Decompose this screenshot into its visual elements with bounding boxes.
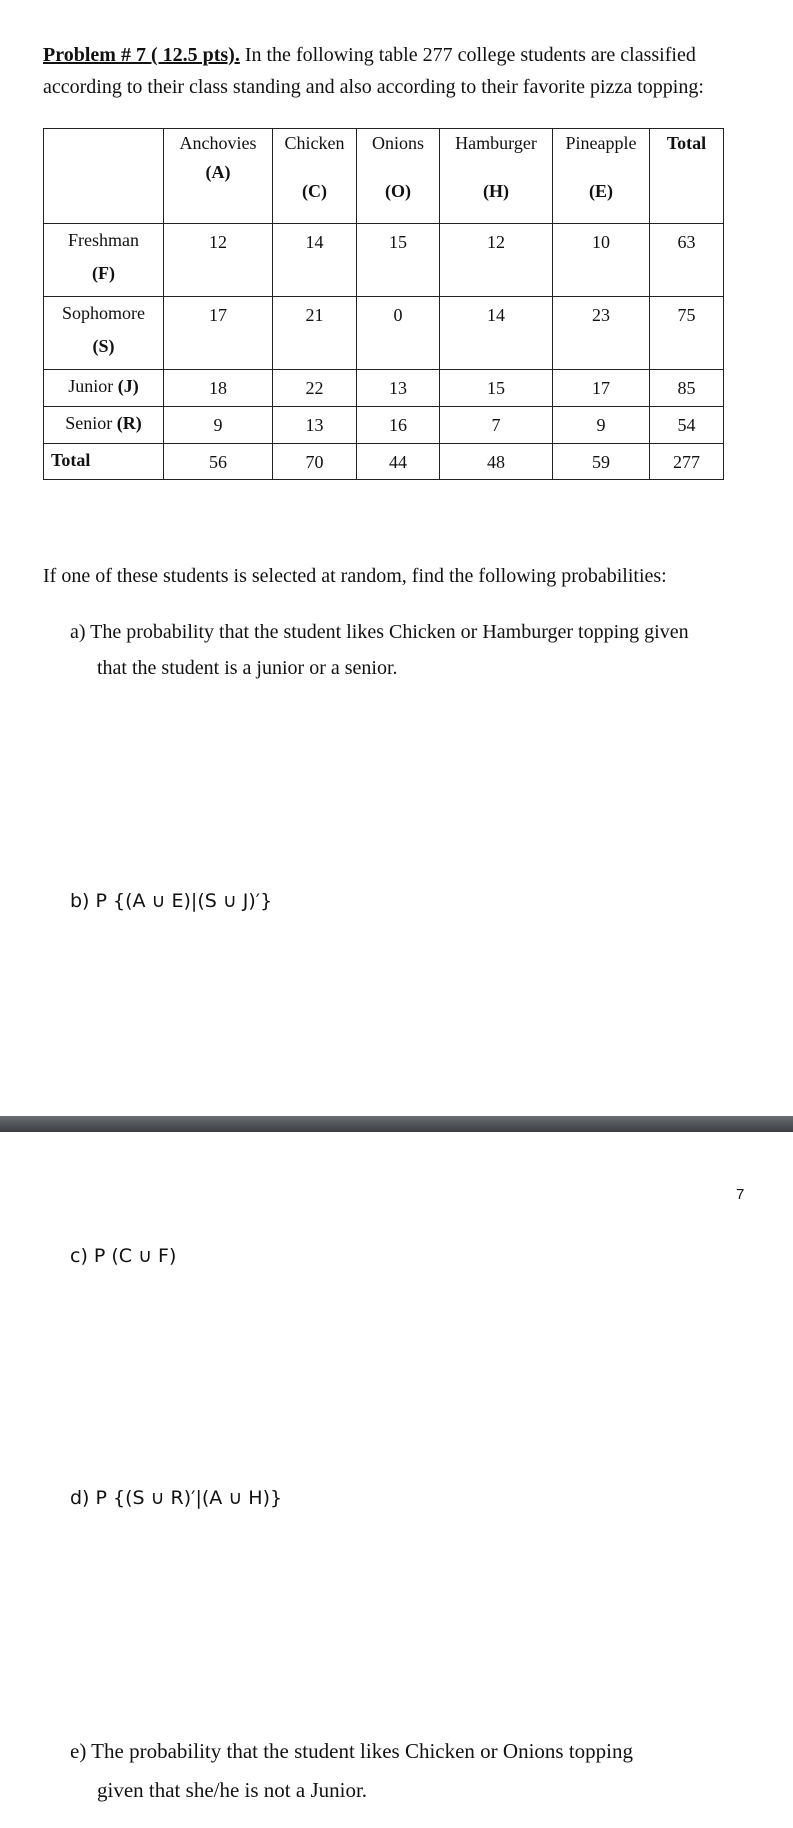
col-symbol: (H) xyxy=(483,181,509,201)
question-e-line1: e) The probability that the student likes Chicken or Onions topping xyxy=(70,1739,634,1763)
table-cell xyxy=(553,224,650,297)
row-symbol: (R) xyxy=(116,413,142,433)
cell-value: 18 xyxy=(209,378,227,398)
cell-value: 0 xyxy=(393,305,403,325)
table-cell xyxy=(273,297,357,370)
col-header-chicken xyxy=(273,129,357,224)
contingency-table xyxy=(43,128,724,480)
cell-value: 15 xyxy=(487,378,505,398)
cell-value: 70 xyxy=(305,452,324,472)
table-cell xyxy=(273,370,357,407)
instruction-text: If one of these students is selected at random, find the following probabilities: xyxy=(43,565,667,587)
cell-value: 23 xyxy=(592,305,610,325)
cell-value: 21 xyxy=(305,305,324,325)
cell-value: 17 xyxy=(592,378,610,398)
question-e-line2: given that she/he is not a Junior. xyxy=(97,1778,368,1802)
table-cell xyxy=(357,444,440,480)
question-a-line1: a) The probability that the student likes Chicken or Hamburger topping given xyxy=(70,621,689,643)
table-cell xyxy=(440,444,553,480)
row-label xyxy=(44,224,164,297)
table-cell-total xyxy=(650,224,724,297)
table-cell xyxy=(357,370,440,407)
row-name: Sophomore xyxy=(62,303,145,323)
table-cell xyxy=(273,407,357,444)
page-number: 7 xyxy=(736,1186,745,1203)
cell-value: 17 xyxy=(209,305,227,325)
cell-value: 9 xyxy=(213,415,223,435)
table-cell xyxy=(553,444,650,480)
table-header-row xyxy=(44,129,724,224)
cell-value: 59 xyxy=(592,452,610,472)
col-header-hamburger xyxy=(440,129,553,224)
col-header-anchovies xyxy=(164,129,273,224)
cell-value: 85 xyxy=(677,378,696,398)
table-cell xyxy=(273,224,357,297)
table-cell xyxy=(164,370,273,407)
cell-value: 14 xyxy=(487,305,505,325)
cell-value: 44 xyxy=(389,452,407,472)
col-name: Hamburger xyxy=(455,133,537,153)
row-symbol: (J) xyxy=(117,376,139,396)
col-name: Total xyxy=(666,133,707,153)
cell-value: 16 xyxy=(389,415,407,435)
table-cell xyxy=(440,407,553,444)
row-symbol: (S) xyxy=(92,336,115,356)
table-row-freshman xyxy=(44,224,724,297)
cell-value: 63 xyxy=(677,232,696,252)
cell-value: 12 xyxy=(487,232,505,252)
cell-value: 9 xyxy=(596,415,606,435)
col-header-total xyxy=(650,129,724,224)
row-label xyxy=(44,444,164,480)
page-divider xyxy=(0,1116,793,1132)
table-cell xyxy=(440,224,553,297)
cell-value: 48 xyxy=(487,452,505,472)
table-row-junior xyxy=(44,370,724,407)
table-cell-total xyxy=(650,444,724,480)
cell-value: 7 xyxy=(491,415,501,435)
col-header-onions xyxy=(357,129,440,224)
cell-value: 13 xyxy=(305,415,324,435)
col-symbol: (E) xyxy=(589,181,613,201)
table-cell xyxy=(357,224,440,297)
col-symbol: (O) xyxy=(385,181,411,201)
cell-value: 14 xyxy=(305,232,324,252)
corner-cell xyxy=(44,129,164,224)
row-name: Junior xyxy=(68,376,114,396)
row-label xyxy=(44,370,164,407)
table-row-senior xyxy=(44,407,724,444)
col-symbol: (A) xyxy=(205,162,231,182)
problem-label: Problem # 7 ( 12.5 pts). xyxy=(43,44,240,66)
row-name: Senior xyxy=(65,413,113,433)
col-name: Chicken xyxy=(284,133,345,153)
intro-text: In the following table 277 college students are classified xyxy=(239,44,696,66)
table-cell-total xyxy=(650,407,724,444)
table-cell xyxy=(440,297,553,370)
table-cell xyxy=(553,407,650,444)
intro-text-line2: according to their class standing and also according to their favorite pizza topping: xyxy=(43,76,704,98)
col-name: Anchovies xyxy=(179,133,257,153)
cell-value: 277 xyxy=(673,452,700,472)
col-symbol: (C) xyxy=(302,181,327,201)
table-cell xyxy=(164,444,273,480)
table-cell xyxy=(357,407,440,444)
question-a-line2: that the student is a junior or a senior. xyxy=(97,657,398,679)
table-cell xyxy=(164,407,273,444)
table-cell xyxy=(357,297,440,370)
cell-value: 10 xyxy=(592,232,610,252)
row-name: Freshman xyxy=(68,230,139,250)
table-cell-total xyxy=(650,297,724,370)
cell-value: 15 xyxy=(389,232,407,252)
table-row-sophomore xyxy=(44,297,724,370)
table-row-total xyxy=(44,444,724,480)
problem-heading xyxy=(43,37,763,73)
table-cell xyxy=(164,297,273,370)
cell-value: 75 xyxy=(677,305,696,325)
col-name: Onions xyxy=(371,133,424,153)
col-header-pineapple xyxy=(553,129,650,224)
table-cell xyxy=(440,370,553,407)
cell-value: 12 xyxy=(209,232,227,252)
row-label xyxy=(44,407,164,444)
table-cell xyxy=(553,370,650,407)
question-d: d) P {(S ∪ R)′|(A ∪ H)} xyxy=(70,1487,283,1509)
col-name: Pineapple xyxy=(565,133,637,153)
table-cell xyxy=(164,224,273,297)
cell-value: 54 xyxy=(677,415,696,435)
question-b: b) P {(A ∪ E)|(S ∪ J)′} xyxy=(70,890,273,912)
cell-value: 22 xyxy=(305,378,324,398)
table-cell xyxy=(273,444,357,480)
cell-value: 13 xyxy=(389,378,407,398)
table-cell-total xyxy=(650,370,724,407)
cell-value: 56 xyxy=(209,452,227,472)
table-cell xyxy=(553,297,650,370)
row-symbol: (F) xyxy=(92,263,115,283)
row-label xyxy=(44,297,164,370)
row-name: Total xyxy=(51,450,91,470)
question-c: c) P (C ∪ F) xyxy=(70,1245,177,1267)
